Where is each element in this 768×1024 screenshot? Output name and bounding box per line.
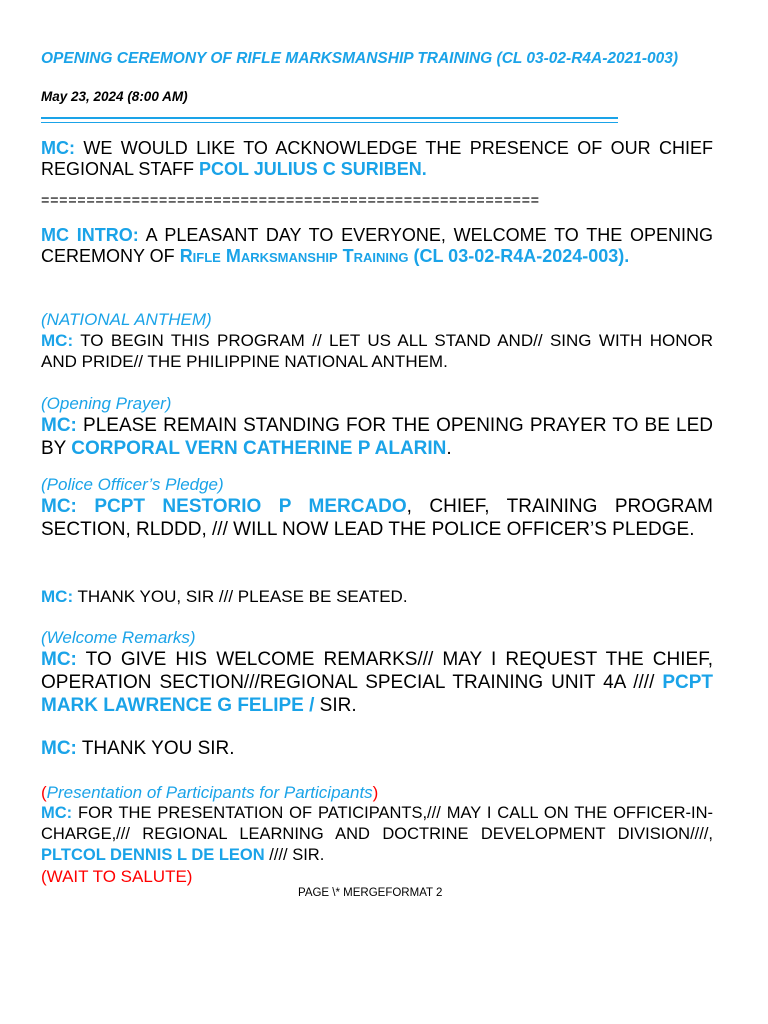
- salute-note: (WAIT TO SALUTE): [41, 867, 193, 886]
- prayer-section: [41, 393, 713, 460]
- header-divider: [41, 117, 618, 119]
- pledge-section: [41, 474, 713, 541]
- presentation-text: FOR THE PRESENTATION OF PATICIPANTS,/// MAY I CALL ON THE OFFICER-IN-CHARGE,/// REGIONAL LEARNING AND DOCTRINE DEVELOPMENT DIVISION////,: [41, 804, 713, 843]
- mc-label: MC:: [41, 649, 77, 670]
- mc-label: MC:: [41, 587, 74, 606]
- anthem-text: TO BEGIN THIS PROGRAM // LET US ALL STAND AND// SING WITH HONOR AND PRIDE// THE PHILIPPINE NATIONAL ANTHEM.: [41, 331, 713, 371]
- intro-paragraph: [41, 225, 713, 267]
- intro-text: A PLEASANT DAY TO EVERYONE, WELCOME TO THE OPENING CEREMONY OF: [41, 225, 714, 266]
- thanks2-paragraph: [41, 737, 713, 760]
- mc-label: MC:: [41, 331, 74, 350]
- mc-label: MC:: [41, 415, 77, 436]
- header-divider-thin: [41, 122, 618, 123]
- pledge-name: PCPT NESTORIO P MERCADO: [94, 496, 407, 517]
- presentation-end: //// SIR.: [264, 846, 325, 864]
- welcome-heading: (Welcome Remarks): [41, 628, 196, 647]
- anthem-heading: (NATIONAL ANTHEM): [41, 310, 212, 329]
- thanks1-text: THANK YOU, SIR /// PLEASE BE SEATED.: [73, 587, 408, 606]
- prayer-heading: (Opening Prayer): [41, 394, 172, 413]
- pledge-text: , CHIEF, TRAINING PROGRAM SECTION, RLDDD, /// WILL NOW LEAD THE POLICE OFFICER’S PLEDGE.: [41, 496, 714, 540]
- presentation-heading-close: ): [372, 783, 379, 802]
- welcome-text: TO GIVE HIS WELCOME REMARKS/// MAY I REQUEST THE CHIEF, OPERATION SECTION///REGIONAL SPECIAL TRAINING UNIT 4A ////: [41, 649, 713, 693]
- intro-highlight: Rifle Marksmanship Training (CL 03-02-R4A-2024-003).: [179, 246, 630, 266]
- prayer-name: CORPORAL VERN CATHERINE P ALARIN: [71, 438, 447, 459]
- ack-text: WE WOULD LIKE TO ACKNOWLEDGE THE PRESENCE OF OUR CHIEF REGIONAL STAFF: [41, 138, 713, 179]
- thanks2-text: THANK YOU SIR.: [76, 738, 235, 759]
- document-title: OPENING CEREMONY OF RIFLE MARKSMANSHIP TRAINING (CL 03-02-R4A-2021-003): [41, 50, 679, 67]
- mc-label: MC:: [41, 738, 77, 759]
- welcome-name: PCPT MARK LAWRENCE G FELIPE /: [41, 672, 713, 716]
- pledge-heading: (Police Officer’s Pledge): [41, 475, 224, 494]
- mc-label: MC:: [41, 804, 73, 822]
- thanks1-paragraph: [41, 586, 713, 607]
- presentation-section: [41, 782, 713, 887]
- separator-line: =======================================================: [41, 193, 540, 209]
- mc-label: MC:: [41, 138, 75, 158]
- prayer-end: .: [446, 438, 452, 459]
- ack-paragraph: [41, 138, 713, 180]
- welcome-section: [41, 627, 713, 717]
- page-footer: PAGE \* MERGEFORMAT 2: [298, 887, 443, 899]
- presentation-heading-open: (: [41, 783, 47, 802]
- welcome-end: SIR.: [314, 695, 357, 716]
- prayer-text: PLEASE REMAIN STANDING FOR THE OPENING PRAYER TO BE LED BY: [41, 415, 713, 459]
- document-date: May 23, 2024 (8:00 AM): [41, 89, 188, 104]
- ack-name: PCOL JULIUS C SURIBEN.: [199, 159, 427, 179]
- anthem-section: [41, 309, 713, 372]
- mc-label: MC:: [41, 496, 77, 517]
- presentation-heading: Presentation of Participants for Participants: [46, 783, 373, 802]
- presentation-name: PLTCOL DENNIS L DE LEON: [41, 846, 265, 864]
- mc-intro-label: MC INTRO:: [41, 225, 139, 245]
